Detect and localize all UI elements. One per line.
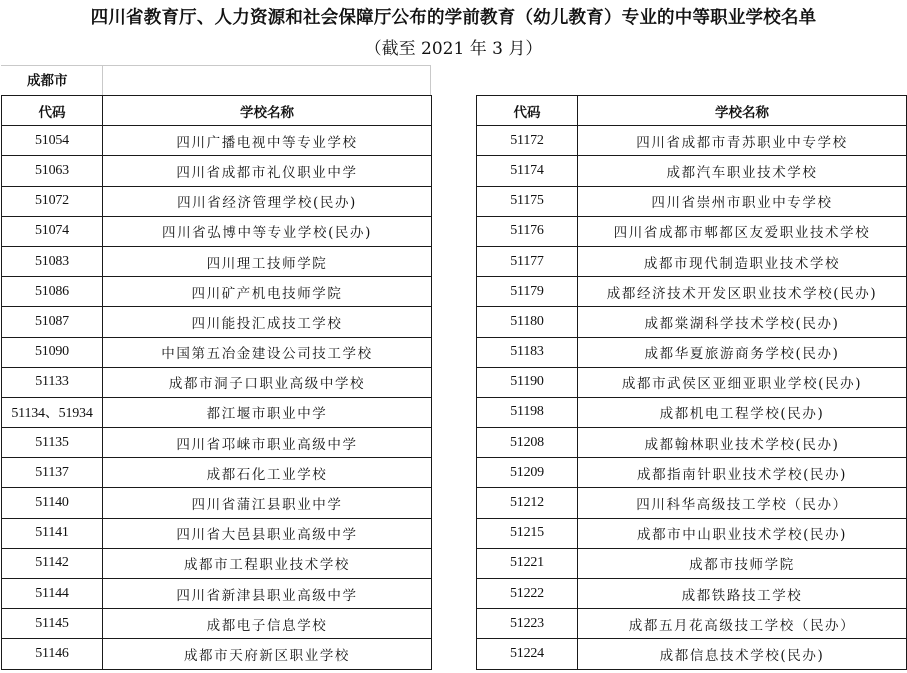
school-name-cell: 四川省崇州市职业中专学校 xyxy=(578,186,907,216)
school-code-cell: 51072 xyxy=(2,186,103,216)
school-code-cell: 51140 xyxy=(2,488,103,518)
school-code-cell: 51208 xyxy=(477,428,578,458)
table-row xyxy=(477,488,907,518)
school-name-cell: 成都市工程职业技术学校 xyxy=(103,548,432,578)
school-name-cell: 成都信息技术学校(民办) xyxy=(578,639,907,669)
left-table-body xyxy=(2,126,432,669)
school-name-cell: 成都市中山职业技术学校(民办) xyxy=(578,518,907,548)
school-code-cell: 51174 xyxy=(477,156,578,186)
school-name-cell: 成都五月花高级技工学校（民办） xyxy=(578,609,907,639)
school-name-cell: 成都棠湖科学技术学校(民办) xyxy=(578,307,907,337)
table-row xyxy=(477,337,907,367)
region-row xyxy=(1,65,431,95)
school-code-cell: 51063 xyxy=(2,156,103,186)
school-code-cell: 51179 xyxy=(477,277,578,307)
school-code-cell: 51141 xyxy=(2,518,103,548)
table-row xyxy=(477,609,907,639)
school-name-cell: 成都华夏旅游商务学校(民办) xyxy=(578,337,907,367)
table-row xyxy=(2,458,432,488)
school-name-cell: 成都汽车职业技术学校 xyxy=(578,156,907,186)
school-code-cell: 51177 xyxy=(477,246,578,276)
school-name-cell: 四川能投汇成技工学校 xyxy=(103,307,432,337)
school-name-cell: 四川省成都市郫都区友爱职业技术学校 xyxy=(578,216,907,246)
school-name-cell: 四川科华高级技工学校（民办） xyxy=(578,488,907,518)
name-column-header: 学校名称 xyxy=(103,96,432,126)
school-code-cell: 51215 xyxy=(477,518,578,548)
school-name-cell: 四川矿产机电技师学院 xyxy=(103,277,432,307)
table-row xyxy=(2,156,432,186)
table-row xyxy=(477,518,907,548)
school-code-cell: 51180 xyxy=(477,307,578,337)
table-row xyxy=(477,126,907,156)
code-column-header: 代码 xyxy=(2,96,103,126)
table-row xyxy=(2,307,432,337)
table-row xyxy=(477,216,907,246)
school-code-cell: 51223 xyxy=(477,609,578,639)
school-code-cell: 51135 xyxy=(2,428,103,458)
table-row xyxy=(2,337,432,367)
school-name-cell: 四川省新津县职业高级中学 xyxy=(103,579,432,609)
school-name-cell: 成都机电工程学校(民办) xyxy=(578,397,907,427)
left-school-table xyxy=(1,95,432,670)
school-name-cell: 四川省弘博中等专业学校(民办) xyxy=(103,216,432,246)
code-column-header: 代码 xyxy=(477,96,578,126)
school-code-cell: 51183 xyxy=(477,337,578,367)
school-name-cell: 四川省成都市礼仪职业中学 xyxy=(103,156,432,186)
table-row xyxy=(477,186,907,216)
table-header-row xyxy=(477,96,907,126)
school-name-cell: 四川省邛崃市职业高级中学 xyxy=(103,428,432,458)
school-name-cell: 成都石化工业学校 xyxy=(103,458,432,488)
school-code-cell: 51198 xyxy=(477,397,578,427)
school-name-cell: 成都翰林职业技术学校(民办) xyxy=(578,428,907,458)
table-row xyxy=(2,428,432,458)
table-row xyxy=(2,579,432,609)
school-code-cell: 51134、51934 xyxy=(2,397,103,427)
school-code-cell: 51209 xyxy=(477,458,578,488)
region-divider xyxy=(102,66,103,96)
table-row xyxy=(2,488,432,518)
school-name-cell: 成都指南针职业技术学校(民办) xyxy=(578,458,907,488)
school-name-cell: 成都市技师学院 xyxy=(578,548,907,578)
school-code-cell: 51224 xyxy=(477,639,578,669)
table-row xyxy=(2,639,432,669)
table-row xyxy=(2,609,432,639)
school-code-cell: 51137 xyxy=(2,458,103,488)
table-row xyxy=(2,397,432,427)
school-name-cell: 都江堰市职业中学 xyxy=(103,397,432,427)
school-name-cell: 成都铁路技工学校 xyxy=(578,579,907,609)
table-row xyxy=(477,367,907,397)
school-code-cell: 51175 xyxy=(477,186,578,216)
table-row xyxy=(2,216,432,246)
table-row xyxy=(477,428,907,458)
table-row xyxy=(477,579,907,609)
table-row xyxy=(2,277,432,307)
school-code-cell: 51172 xyxy=(477,126,578,156)
table-row xyxy=(2,367,432,397)
region-label: 成都市 xyxy=(27,73,68,89)
table-row xyxy=(477,277,907,307)
school-name-cell: 成都电子信息学校 xyxy=(103,609,432,639)
table-row xyxy=(2,186,432,216)
school-code-cell: 51144 xyxy=(2,579,103,609)
table-header-row xyxy=(2,96,432,126)
right-school-table xyxy=(476,95,907,670)
school-name-cell: 成都市现代制造职业技术学校 xyxy=(578,246,907,276)
school-code-cell: 51090 xyxy=(2,337,103,367)
school-name-cell: 四川省经济管理学校(民办) xyxy=(103,186,432,216)
school-name-cell: 成都市武侯区亚细亚职业学校(民办) xyxy=(578,367,907,397)
school-name-cell: 四川广播电视中等专业学校 xyxy=(103,126,432,156)
document-subtitle: （截至 2021 年 3 月） xyxy=(364,39,543,59)
school-code-cell: 51212 xyxy=(477,488,578,518)
table-row xyxy=(2,548,432,578)
table-row xyxy=(2,518,432,548)
table-row xyxy=(2,246,432,276)
school-code-cell: 51133 xyxy=(2,367,103,397)
table-row xyxy=(477,458,907,488)
school-code-cell: 51054 xyxy=(2,126,103,156)
table-row xyxy=(477,397,907,427)
school-name-cell: 四川省成都市青苏职业中专学校 xyxy=(578,126,907,156)
school-name-cell: 成都经济技术开发区职业技术学校(民办) xyxy=(578,277,907,307)
school-code-cell: 51074 xyxy=(2,216,103,246)
school-code-cell: 51142 xyxy=(2,548,103,578)
school-code-cell: 51222 xyxy=(477,579,578,609)
table-row xyxy=(477,548,907,578)
school-name-cell: 四川理工技师学院 xyxy=(103,246,432,276)
school-code-cell: 51145 xyxy=(2,609,103,639)
school-name-cell: 成都市天府新区职业学校 xyxy=(103,639,432,669)
school-code-cell: 51083 xyxy=(2,246,103,276)
table-row xyxy=(477,156,907,186)
school-name-cell: 四川省大邑县职业高级中学 xyxy=(103,518,432,548)
school-code-cell: 51086 xyxy=(2,277,103,307)
school-code-cell: 51221 xyxy=(477,548,578,578)
school-code-cell: 51190 xyxy=(477,367,578,397)
right-table-body xyxy=(477,126,907,669)
name-column-header: 学校名称 xyxy=(578,96,907,126)
table-row xyxy=(477,307,907,337)
school-code-cell: 51146 xyxy=(2,639,103,669)
school-name-cell: 成都市洞子口职业高级中学校 xyxy=(103,367,432,397)
school-name-cell: 中国第五冶金建设公司技工学校 xyxy=(103,337,432,367)
table-row xyxy=(477,246,907,276)
table-row xyxy=(477,639,907,669)
table-row xyxy=(2,126,432,156)
school-code-cell: 51087 xyxy=(2,307,103,337)
school-name-cell: 四川省蒲江县职业中学 xyxy=(103,488,432,518)
document-title: 四川省教育厅、人力资源和社会保障厅公布的学前教育（幼儿教育）专业的中等职业学校名单 xyxy=(90,8,817,28)
school-code-cell: 51176 xyxy=(477,216,578,246)
